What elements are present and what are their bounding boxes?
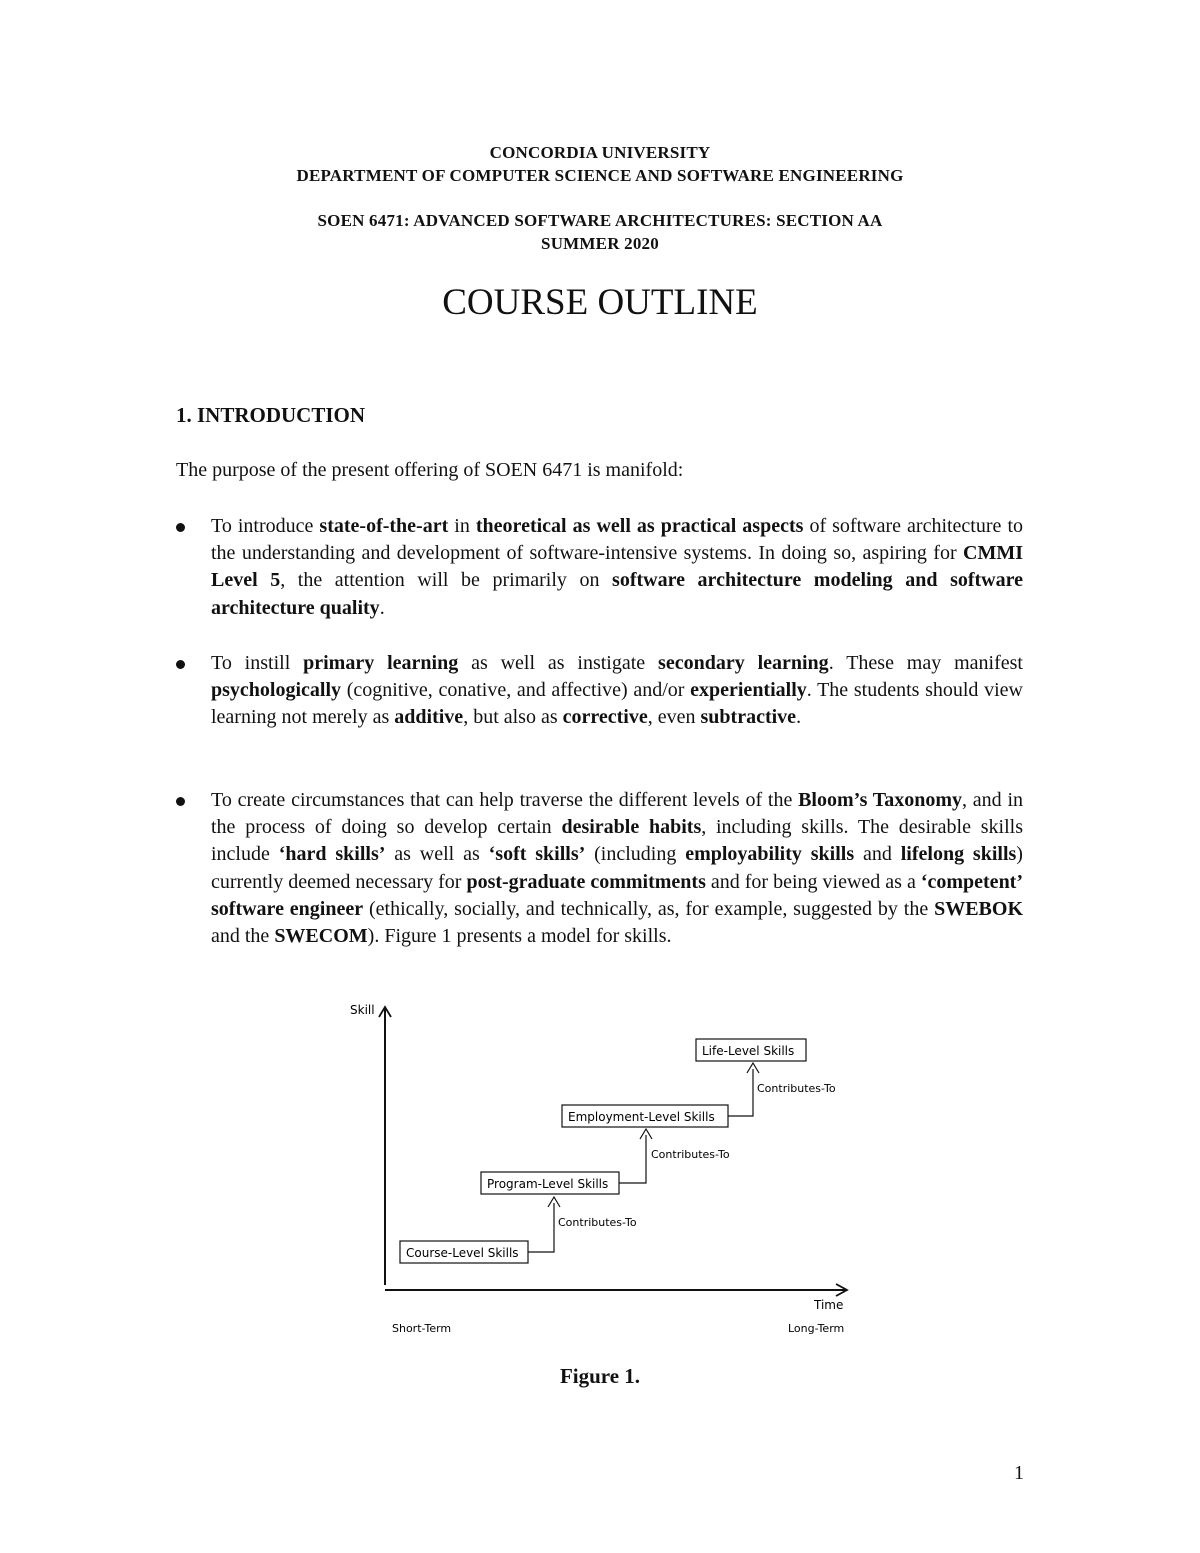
relation-label: Contributes-To xyxy=(558,1216,637,1229)
bold-text-run: primary learning xyxy=(303,652,459,674)
bold-text-run: experientially xyxy=(690,679,807,702)
bullet-item-3 xyxy=(211,787,1023,950)
x-axis-start-label: Short-Term xyxy=(392,1322,452,1335)
course-term: SUMMER 2020 xyxy=(541,234,659,253)
text-run: ). Figure 1 presents a model for skills. xyxy=(367,925,672,948)
bold-text-run: SWECOM xyxy=(274,925,368,948)
text-run: . xyxy=(796,706,802,729)
x-axis-end-label: Long-Term xyxy=(788,1322,845,1335)
bold-text-run: theoretical as well as practical aspects xyxy=(475,515,804,537)
course-title: SOEN 6471: ADVANCED SOFTWARE ARCHITECTURES: SECTION AA xyxy=(317,211,883,230)
text-run: in xyxy=(448,515,476,537)
section-heading: 1. INTRODUCTION xyxy=(176,403,366,427)
intro-paragraph: The purpose of the present offering of SOEN 6471 is manifold: xyxy=(176,459,684,481)
text-run: and the xyxy=(211,925,275,948)
bullet-dot xyxy=(176,523,185,532)
text-run: (including xyxy=(585,843,686,866)
figure-caption: Figure 1. xyxy=(559,1364,641,1388)
text-run: and for being viewed as a xyxy=(705,870,921,893)
employment-level-label: Employment-Level Skills xyxy=(568,1110,715,1124)
text-run: and xyxy=(854,843,901,866)
text-run: To introduce xyxy=(211,515,320,537)
page-title: COURSE OUTLINE xyxy=(442,282,758,323)
skills-model-diagram xyxy=(340,995,860,1345)
bold-text-run: SWEBOK xyxy=(934,897,1024,920)
text-run: , even xyxy=(647,706,701,729)
university-name: CONCORDIA UNIVERSITY xyxy=(489,143,711,162)
bold-text-run: ‘soft skills’ xyxy=(488,843,586,866)
bold-text-run: lifelong skills xyxy=(900,843,1017,866)
bullet-item-1 xyxy=(211,513,1023,622)
x-axis-label: Time xyxy=(814,1298,844,1312)
text-run: (cognitive, conative, and affective) and/or xyxy=(341,679,691,702)
program-level-label: Program-Level Skills xyxy=(487,1177,609,1191)
relation-label: Contributes-To xyxy=(651,1148,730,1161)
text-run: as well as xyxy=(385,843,489,866)
bullet-item-2 xyxy=(211,650,1023,732)
text-run: as well as instigate xyxy=(458,652,659,674)
text-run: . The students should view learning not merely as xyxy=(211,679,1023,729)
text-run: ) currently deemed necessary for xyxy=(211,843,1023,893)
bullet-dot xyxy=(176,660,185,669)
bold-text-run: desirable habits xyxy=(561,816,702,839)
text-run: of software architecture to the understanding and development of software-intensive systems. In doing so, aspiring for xyxy=(211,515,1023,565)
bold-text-run: subtractive xyxy=(700,706,797,729)
text-run: (ethically, socially, and technically, as, for example, suggested by the xyxy=(363,897,935,920)
text-run: , including skills. The desirable skills include xyxy=(211,816,1023,866)
bold-text-run: secondary learning xyxy=(658,652,829,674)
bold-text-run: ‘competent’ software engineer xyxy=(211,870,1024,920)
bold-text-run: CMMI Level 5 xyxy=(211,542,1023,592)
text-run: . These may manifest xyxy=(828,652,1023,674)
relation-label: Contributes-To xyxy=(757,1082,836,1095)
bold-text-run: psychologically xyxy=(211,679,342,702)
department-name: DEPARTMENT OF COMPUTER SCIENCE AND SOFTWARE ENGINEERING xyxy=(296,166,904,185)
bold-text-run: post-graduate commitments xyxy=(466,870,706,893)
course-level-label: Course-Level Skills xyxy=(406,1246,519,1260)
text-run: , the attention will be primarily on xyxy=(280,569,613,592)
connector-employment-life xyxy=(728,1069,753,1116)
connector-course-program xyxy=(528,1203,554,1252)
text-run: , but also as xyxy=(463,706,563,729)
connector-program-employment xyxy=(619,1135,646,1183)
y-axis-label: Skill xyxy=(350,1003,375,1017)
bold-text-run: software architecture modeling and software architecture quality xyxy=(211,569,1024,619)
bold-text-run: Bloom’s Taxonomy xyxy=(798,789,963,811)
text-run: To create circumstances that can help traverse the different levels of the xyxy=(211,789,799,811)
text-run: To instill xyxy=(211,652,304,674)
life-level-label: Life-Level Skills xyxy=(702,1044,795,1058)
text-run: , and in the process of doing so develop certain xyxy=(211,789,1024,839)
bold-text-run: additive xyxy=(394,706,464,729)
bold-text-run: state-of-the-art xyxy=(319,515,449,537)
bullet-dot xyxy=(176,797,185,806)
bold-text-run: ‘hard skills’ xyxy=(278,843,386,866)
text-run: . xyxy=(379,596,385,619)
bold-text-run: employability skills xyxy=(685,843,855,866)
bold-text-run: corrective xyxy=(562,706,648,729)
page-number: 1 xyxy=(1014,1462,1024,1484)
